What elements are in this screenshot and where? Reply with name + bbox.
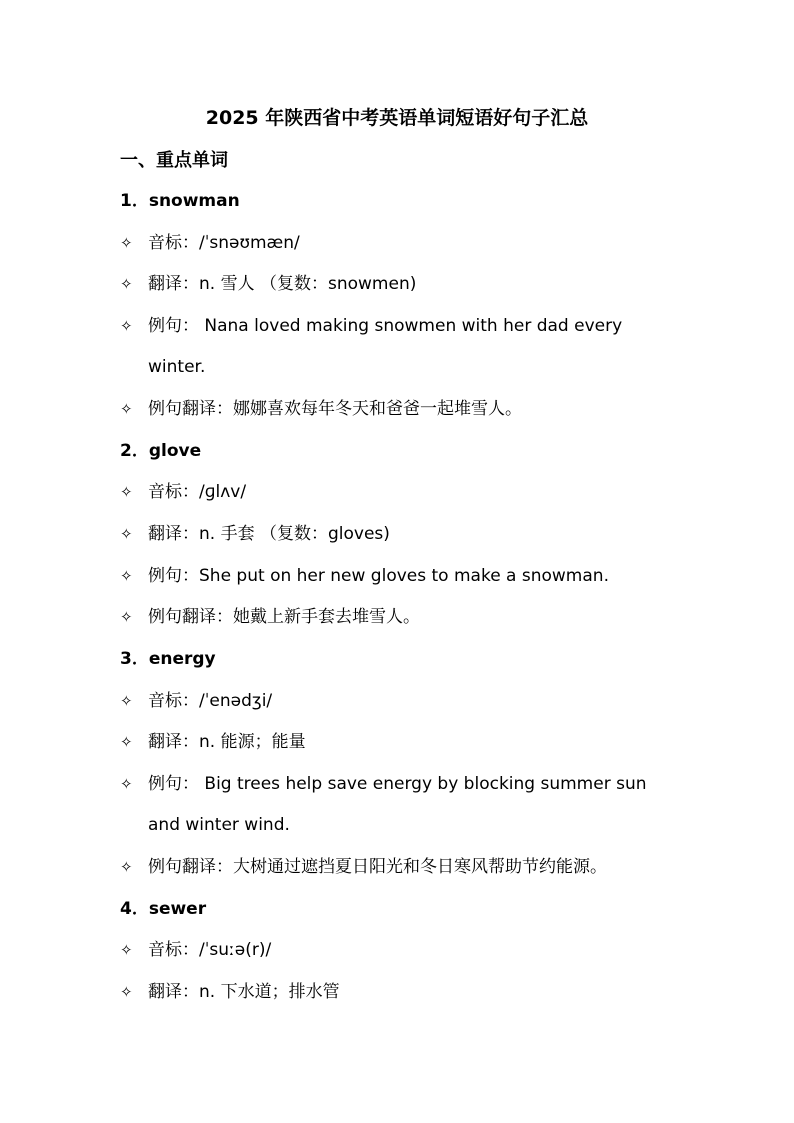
list-item: [120, 727, 680, 757]
list-item: [120, 519, 680, 549]
sparkle-bullet-icon: ✧: [120, 483, 133, 501]
list-item: [120, 311, 680, 341]
example-translation-text: 例句翻译：娜娜喜欢每年冬天和爸爸一起堆雪人。: [148, 399, 522, 419]
example-sentence-continuation: winter.: [148, 357, 206, 377]
list-item: [120, 269, 680, 299]
list-item: [120, 935, 680, 965]
sparkle-bullet-icon: ✧: [120, 525, 133, 543]
example-sentence-text: 例句：She put on her new gloves to make a snowman.: [148, 566, 609, 586]
example-sentence-continuation: and winter wind.: [148, 815, 290, 835]
word-heading-sewer: 4．sewer: [120, 899, 207, 919]
phonetic-text: 音标：/ˈsnəʊmæn/: [148, 233, 300, 253]
phonetic-text: 音标：/ɡlʌv/: [148, 482, 247, 502]
list-item: [120, 769, 680, 799]
sparkle-bullet-icon: ✧: [120, 733, 133, 751]
list-item: [120, 228, 680, 258]
example-translation-text: 例句翻译：她戴上新手套去堆雪人。: [148, 607, 420, 627]
phonetic-text: 音标：/ˈenədʒi/: [148, 691, 273, 711]
list-item: [120, 686, 680, 716]
sparkle-bullet-icon: ✧: [120, 567, 133, 585]
sparkle-bullet-icon: ✧: [120, 858, 133, 876]
sparkle-bullet-icon: ✧: [120, 941, 133, 959]
sparkle-bullet-icon: ✧: [120, 692, 133, 710]
word-heading-glove: 2．glove: [120, 441, 202, 461]
example-translation-text: 例句翻译：大树通过遮挡夏日阳光和冬日寒风帮助节约能源。: [148, 857, 607, 877]
word-heading-energy: 3．energy: [120, 649, 216, 669]
sparkle-bullet-icon: ✧: [120, 608, 133, 626]
example-sentence-text: 例句： Big trees help save energy by blocking summer sun: [148, 774, 647, 794]
list-item: [120, 852, 680, 882]
translation-text: 翻译：n. 下水道；排水管: [148, 982, 340, 1002]
document-title: 2025 年陕西省中考英语单词短语好句子汇总: [205, 107, 589, 129]
word-heading-snowman: 1．snowman: [120, 191, 240, 211]
translation-text: 翻译：n. 能源；能量: [148, 732, 306, 752]
list-item: [120, 602, 680, 632]
sparkle-bullet-icon: ✧: [120, 234, 133, 252]
list-item: [120, 977, 680, 1007]
example-sentence-text: 例句： Nana loved making snowmen with her dad every: [148, 316, 623, 336]
sparkle-bullet-icon: ✧: [120, 775, 133, 793]
sparkle-bullet-icon: ✧: [120, 983, 133, 1001]
translation-text: 翻译：n. 手套 （复数：gloves): [148, 524, 390, 544]
sparkle-bullet-icon: ✧: [120, 275, 133, 293]
sparkle-bullet-icon: ✧: [120, 317, 133, 335]
phonetic-text: 音标：/ˈsuːə(r)/: [148, 940, 272, 960]
translation-text: 翻译：n. 雪人 （复数：snowmen): [148, 274, 417, 294]
list-item: [120, 561, 680, 591]
sparkle-bullet-icon: ✧: [120, 400, 133, 418]
section-heading-key-words: 一、重点单词: [120, 150, 228, 171]
list-item: [120, 477, 680, 507]
list-item: [120, 394, 680, 424]
